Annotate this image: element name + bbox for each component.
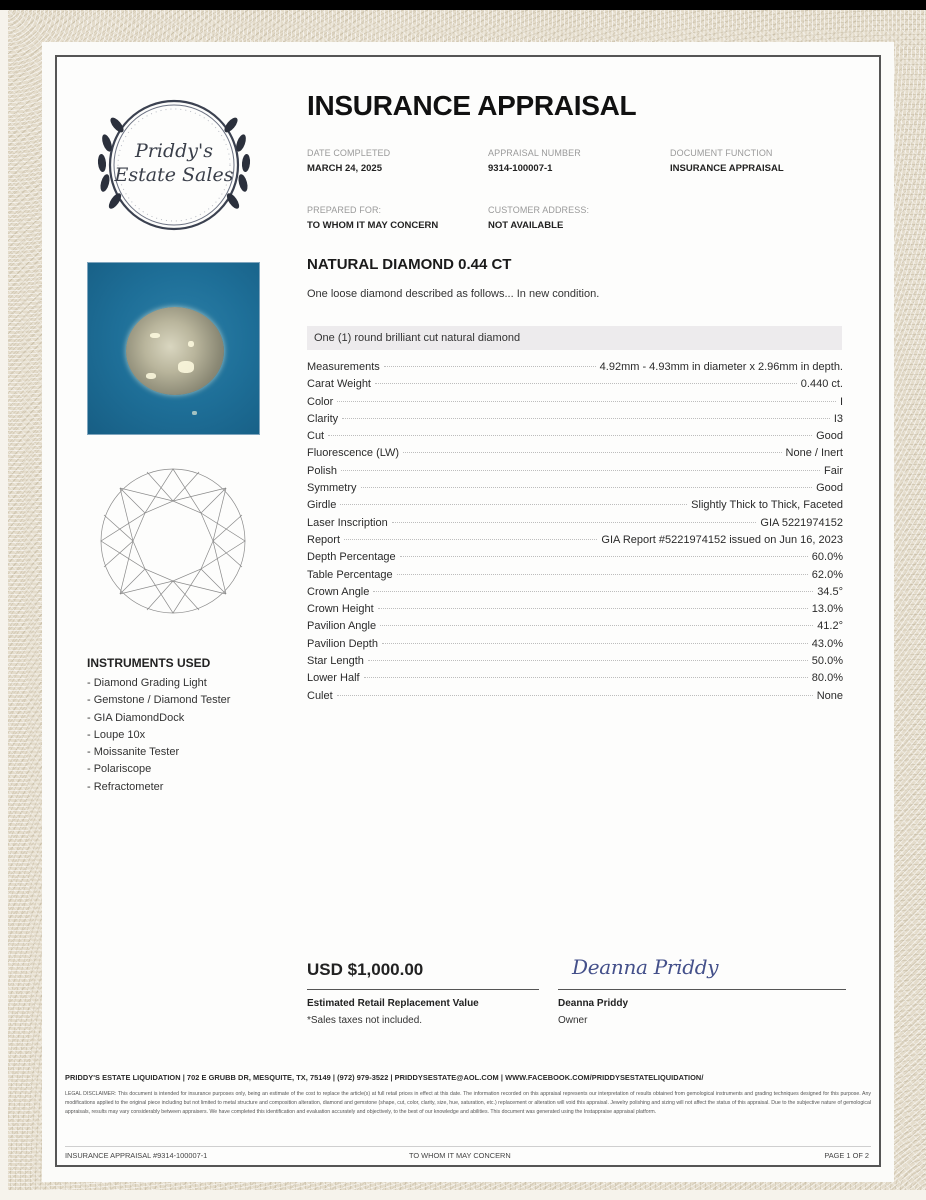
spec-label: Carat Weight	[307, 378, 371, 391]
spec-value: 50.0%	[811, 655, 843, 668]
legal-disclaimer: LEGAL DISCLAIMER: This document is intended for insurance purposes only, being an estimate of the cost to replace the article(s) at full retail prices in effect at this date. The information recorded on this appraisal represents our interpretation of results obtained from gemological instruments and grading techniques designed for this purpose. Any modifications applied to the original piece including but not limited to metal structure and composition alteration, diamond and gemstone (shape, cut, color, clarity, size, hue, saturation, etc.) replacement or alteration will void this appraisal. Jewelry polishing and sizing will not affect the status of this appraisal. Due to the subjective nature of gemological appraisals, results may vary considerably between appraisers. We have completed this identification and evaluation accurately and objectively, to the best of our knowledge and abilities. This document was generated using the Instappraise appraisal platform.	[65, 1091, 871, 1115]
spec-value: 0.440 ct.	[800, 378, 843, 391]
dot-leader	[384, 366, 596, 367]
footer-appraisal-ref: INSURANCE APPRAISAL #9314-100007-1	[65, 1151, 208, 1160]
spec-label: Culet	[307, 689, 333, 702]
meta-label: DOCUMENT FUNCTION	[670, 148, 773, 158]
meta-value: MARCH 24, 2025	[307, 163, 382, 174]
spec-row	[307, 603, 843, 620]
diamond-photo	[87, 262, 260, 435]
signer-role: Owner	[558, 1015, 588, 1026]
valuation-label: Estimated Retail Replacement Value	[307, 998, 479, 1009]
dot-leader	[340, 504, 687, 505]
spec-row	[307, 655, 843, 672]
spec-row	[307, 430, 843, 447]
signature-line	[558, 955, 846, 990]
spec-row	[307, 396, 843, 413]
instruments-list	[87, 675, 230, 796]
meta-value: INSURANCE APPRAISAL	[670, 163, 784, 174]
dot-leader	[392, 522, 757, 523]
page-title: INSURANCE APPRAISAL	[307, 90, 637, 121]
spec-value: Good	[816, 482, 843, 495]
spec-label: Report	[307, 533, 341, 546]
meta-appraisal-number	[488, 148, 581, 174]
dot-leader	[364, 677, 808, 678]
spec-label: Crown Height	[307, 603, 374, 616]
dot-leader	[328, 435, 812, 436]
meta-label: CUSTOMER ADDRESS:	[488, 205, 590, 215]
spec-value: I3	[833, 412, 843, 425]
spec-row	[307, 378, 843, 395]
item-summary: One (1) round brilliant cut natural diamond	[307, 326, 842, 350]
spec-row	[307, 517, 843, 534]
instrument-item: - Refractometer	[87, 780, 164, 793]
valuation-block	[307, 960, 539, 1026]
spec-value: GIA Report #5221974152 issued on Jun 16, 2023	[601, 533, 843, 546]
spec-value: Good	[816, 430, 843, 443]
spec-row	[307, 413, 843, 430]
spec-label: Symmetry	[307, 482, 357, 495]
diamond-stone-image	[126, 307, 224, 395]
instrument-item: - Loupe 10x	[87, 728, 146, 741]
spec-row	[307, 551, 843, 568]
spec-row	[307, 447, 843, 464]
spec-label: Crown Angle	[307, 585, 370, 598]
instrument-item: - Moissanite Tester	[87, 746, 180, 759]
item-description: One loose diamond described as follows... In new condition.	[307, 288, 600, 300]
spec-row	[307, 361, 843, 378]
spec-value: 34.5°	[817, 585, 843, 598]
spec-label: Lower Half	[307, 672, 360, 685]
spec-label: Girdle	[307, 499, 337, 512]
spec-row	[307, 569, 843, 586]
dot-leader	[342, 418, 830, 419]
spec-label: Pavilion Angle	[307, 620, 377, 633]
spec-label: Color	[307, 395, 334, 408]
handwritten-signature: Deanna Priddy	[572, 955, 719, 979]
spec-row	[307, 586, 843, 603]
spec-row	[307, 465, 843, 482]
company-logo	[85, 85, 263, 245]
photo-glint	[146, 373, 156, 379]
footer-recipient: TO WHOM IT MAY CONCERN	[409, 1151, 511, 1160]
spec-value: GIA 5221974152	[760, 516, 843, 529]
meta-customer-address	[488, 205, 589, 231]
photo-glint	[192, 411, 197, 415]
spec-label: Laser Inscription	[307, 516, 388, 529]
specs-table	[307, 361, 843, 707]
meta-label: APPRAISAL NUMBER	[488, 148, 581, 158]
dot-leader	[341, 470, 820, 471]
dot-leader	[337, 695, 813, 696]
spec-value: I	[839, 395, 843, 408]
dot-leader	[400, 556, 808, 557]
photo-glint	[178, 361, 194, 373]
spec-label: Pavilion Depth	[307, 637, 378, 650]
spec-value: None	[816, 689, 843, 702]
meta-document-function	[670, 148, 784, 174]
meta-prepared-for	[307, 205, 438, 231]
spec-row	[307, 534, 843, 551]
signer-name: Deanna Priddy	[558, 998, 629, 1009]
spec-row	[307, 638, 843, 655]
dot-leader	[378, 608, 808, 609]
spec-value: None / Inert	[785, 447, 843, 460]
dot-leader	[337, 401, 836, 402]
spec-value: 4.92mm - 4.93mm in diameter x 2.96mm in depth.	[599, 361, 843, 373]
spec-value: 62.0%	[811, 568, 843, 581]
instrument-item: - Polariscope	[87, 763, 152, 776]
round-brilliant-diagram	[100, 468, 246, 614]
dot-leader	[375, 383, 797, 384]
spec-value: Fair	[824, 464, 843, 477]
spec-value: 80.0%	[811, 672, 843, 685]
spec-label: Star Length	[307, 655, 364, 668]
spec-row	[307, 690, 843, 707]
footer-page-number: PAGE 1 OF 2	[824, 1151, 869, 1160]
instrument-item: - Diamond Grading Light	[87, 677, 207, 689]
dot-leader	[373, 591, 813, 592]
dot-leader	[397, 574, 808, 575]
spec-label: Polish	[307, 464, 337, 477]
instrument-item: - GIA DiamondDock	[87, 711, 185, 724]
meta-date-completed	[307, 148, 390, 174]
spec-value: 41.2°	[817, 620, 843, 633]
top-bar	[0, 0, 926, 10]
signature-block	[558, 955, 846, 1026]
spec-row	[307, 620, 843, 637]
photo-glint	[150, 333, 160, 338]
dot-leader	[382, 643, 808, 644]
spec-label: Table Percentage	[307, 568, 393, 581]
spec-row	[307, 499, 843, 516]
spec-label: Depth Percentage	[307, 551, 396, 564]
item-title: NATURAL DIAMOND 0.44 CT	[307, 256, 512, 273]
dot-leader	[344, 539, 597, 540]
spec-value: Slightly Thick to Thick, Faceted	[691, 499, 843, 512]
valuation-note: *Sales taxes not included.	[307, 1015, 423, 1026]
instruments-title: INSTRUMENTS USED	[87, 656, 211, 670]
spec-value: 13.0%	[811, 603, 843, 616]
valuation-amount: USD $1,000.00	[307, 960, 539, 990]
meta-label: PREPARED FOR:	[307, 205, 382, 215]
dot-leader	[361, 487, 813, 488]
photo-glint	[188, 341, 194, 347]
spec-row	[307, 482, 843, 499]
dot-leader	[380, 625, 813, 626]
spec-label: Fluorescence (LW)	[307, 447, 400, 460]
footer-divider	[65, 1146, 871, 1147]
meta-value: 9314-100007-1	[488, 163, 553, 174]
spec-value: 60.0%	[811, 551, 843, 564]
meta-label: DATE COMPLETED	[307, 148, 391, 158]
dot-leader	[403, 452, 781, 453]
contact-line: PRIDDY'S ESTATE LIQUIDATION | 702 E GRUBB DR, MESQUITE, TX, 75149 | (972) 979-3522 | PRIDDYSESTATE@AOL.COM | WWW.FACEBOOK.COM/PRIDDYSESTATELIQUIDATION/	[65, 1073, 704, 1082]
spec-row	[307, 672, 843, 689]
instrument-item: - Gemstone / Diamond Tester	[87, 694, 231, 707]
meta-value: TO WHOM IT MAY CONCERN	[307, 220, 439, 231]
logo-text-line1: Priddy's	[135, 140, 213, 162]
dot-leader	[368, 660, 808, 661]
spec-value: 43.0%	[811, 637, 843, 650]
logo-text-line2: Estate Sales	[114, 164, 234, 186]
spec-label: Clarity	[307, 412, 339, 425]
spec-label: Measurements	[307, 361, 380, 373]
spec-label: Cut	[307, 430, 325, 443]
meta-value: NOT AVAILABLE	[488, 220, 564, 231]
